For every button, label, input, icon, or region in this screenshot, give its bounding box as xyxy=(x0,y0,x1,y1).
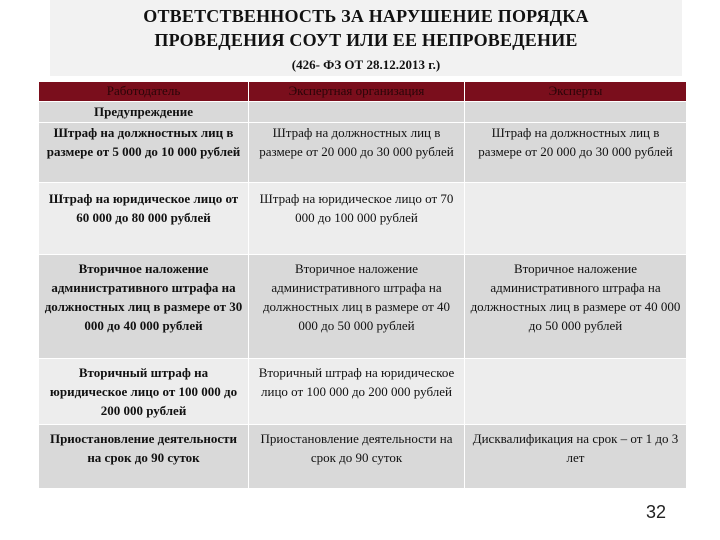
header-employer: Работодатель xyxy=(39,82,249,102)
table-row xyxy=(39,102,687,123)
cell-expert-organization: Приостановление деятельности на срок до 90 суток xyxy=(249,425,465,489)
table-row xyxy=(39,425,687,489)
cell-experts xyxy=(465,102,687,123)
table-row xyxy=(39,255,687,359)
slide-title xyxy=(50,4,682,52)
cell-employer: Вторичный штраф на юридическое лицо от 100 000 до 200 000 рублей xyxy=(39,359,249,425)
cell-employer: Штраф на должностных лиц в размере от 5 000 до 10 000 рублей xyxy=(39,123,249,183)
table-row xyxy=(39,123,687,183)
cell-employer: Предупреждение xyxy=(39,102,249,123)
title-line-1: ОТВЕТСТВЕННОСТЬ ЗА НАРУШЕНИЕ ПОРЯДКА xyxy=(143,6,589,26)
table-header-row xyxy=(39,82,687,102)
title-line-2: ПРОВЕДЕНИЯ СОУТ ИЛИ ЕЕ НЕПРОВЕДЕНИЕ xyxy=(154,30,578,50)
page-number: 32 xyxy=(646,502,667,522)
table-row xyxy=(39,183,687,255)
cell-expert-organization xyxy=(249,102,465,123)
slide-subtitle: (426- ФЗ ОТ 28.12.2013 г.) xyxy=(291,57,441,72)
cell-experts: Вторичное наложение административного штрафа на должностных лиц в размере от 40 000 до 50 000 рублей xyxy=(465,255,687,359)
cell-employer: Вторичное наложение административного штрафа на должностных лиц в размере от 30 000 до 40 000 рублей xyxy=(39,255,249,359)
header-experts: Эксперты xyxy=(465,82,687,102)
header-expert-organization: Экспертная организация xyxy=(249,82,465,102)
cell-experts: Дисквалификация на срок – от 1 до 3 лет xyxy=(465,425,687,489)
cell-employer: Приостановление деятельности на срок до 90 суток xyxy=(39,425,249,489)
cell-experts xyxy=(465,359,687,425)
cell-employer: Штраф на юридическое лицо от 60 000 до 80 000 рублей xyxy=(39,183,249,255)
cell-experts xyxy=(465,183,687,255)
cell-expert-organization: Вторичное наложение административного штрафа на должностных лиц в размере от 40 000 до 50 000 рублей xyxy=(249,255,465,359)
cell-expert-organization: Штраф на должностных лиц в размере от 20 000 до 30 000 рублей xyxy=(249,123,465,183)
cell-expert-organization: Вторичный штраф на юридическое лицо от 100 000 до 200 000 рублей xyxy=(249,359,465,425)
liability-table xyxy=(38,81,687,489)
table-row xyxy=(39,359,687,425)
cell-expert-organization: Штраф на юридическое лицо от 70 000 до 100 000 рублей xyxy=(249,183,465,255)
cell-experts: Штраф на должностных лиц в размере от 20 000 до 30 000 рублей xyxy=(465,123,687,183)
